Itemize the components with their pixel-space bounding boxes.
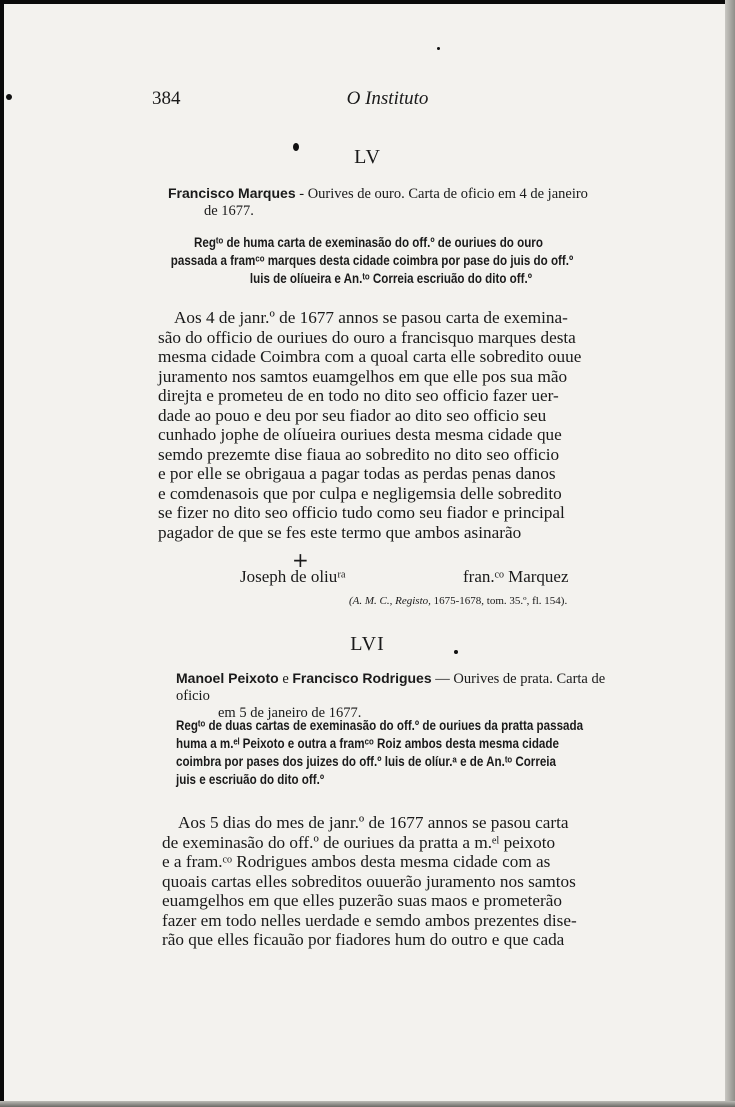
entry-summary-lv [168,185,630,220]
text-line: semdo prezemte dise fiaua ao sobredito no dito seo officio [158,444,560,464]
register-line: Regᵗᵒ de duas cartas de exeminasão do off.º de ouriues da pratta passada [176,718,584,733]
text-line: são do officio de ouriues do ouro a francisquo marques desta [158,327,576,347]
signature-right: fran.ᶜᵒ Marquez [463,567,569,586]
text-line: juramento nos samtos euamgelhos em que elle pos sua mão [158,366,568,386]
text-line: cunhado jophe de olíueira ouriues desta mesma cidade que [158,425,562,444]
text-line: e comdenasois que por culpa e negligemsia delle sobredito [158,483,562,503]
register-line: coimbra por pases dos juizes do off.º luis de olíur.ᵃ e de An.ᵗᵒ Correia [176,754,556,769]
entry-conjunction: e [278,671,293,687]
text-line: rão que elles ficauão por fiadores hum do outro e que cada [162,930,565,949]
text-line: Aos 4 de janr.º de 1677 annos se pasou carta de exemina- [174,308,568,327]
archive-citation: (A. M. C., Registo, 1675-1678, tom. 35.º, fl. 154). [349,595,568,607]
text-line: pagador de que se fes este termo que ambos asinarão [158,522,522,542]
cross-mark: + [292,548,309,572]
register-line: passada a framᶜᵒ marques desta cidade coimbra por pase do juis do off.º [170,253,574,268]
text-line: e por elle se obrigaua a pagar todas as perdas penas danos [158,464,556,483]
signature-left: Joseph de oliuʳᵃ [240,567,346,586]
transcription-body-lv [158,308,626,542]
text-line: mesma cidade Coimbra com a quoal carta elle sobredito ouue [158,347,582,366]
register-line: juis e escriuão do dito off.º [176,772,325,787]
transcription-body-lvi [162,813,630,950]
register-note-lvi [176,717,583,789]
text-line: euamgelhos em que elles puzerão suas maos e prometerão [162,891,562,910]
ink-speck [437,47,440,50]
page-number: 384 [152,88,181,109]
text-line: fazer em todo nelles uerdade e semdo ambos prezentes dise- [162,910,577,930]
register-line: huma a m.ᵉˡ Peixoto e outra a framᶜᵒ Roiz ambos desta mesma cidade [176,736,559,751]
text-line: e a fram.ᶜᵒ Rodrigues ambos desta mesma cidade com as [162,852,551,871]
register-line: Regᵗᵒ de huma carta de exeminasão do off.º de ouriues do ouro [194,235,543,250]
entry-name: Manoel Peixoto [176,670,279,686]
entry-name: Francisco Marques [168,185,296,201]
register-note-lv [170,234,574,288]
section-heading-lvi: LVI [350,633,385,655]
register-line: luis de olíueira e An.ᵗᵒ Correia escriuão do dito off.º [249,271,532,286]
text-line: direjta e prometeu de en todo no dito seo officio fazer uer- [158,386,559,405]
citation-source: A. M. C., Registo, [352,595,431,607]
entry-name-2: Francisco Rodrigues [292,670,432,686]
entry-description-cont: em 5 de janeiro de 1677. [218,705,362,721]
text-line: se fizer no dito seo officio tudo como seu fiador e principal [158,503,565,522]
page-header [0,88,735,112]
entry-description: — Ourives de prata. Carta de oficio [176,671,606,704]
text-line: quoais cartas elles sobreditos ouuerão juramento nos samtos [162,871,576,891]
running-title: O Instituto [346,88,429,109]
text-line: dade ao pouo e deu por seu fiador ao dito seo officio seu [158,405,547,425]
entry-description-cont: de 1677. [204,203,254,219]
text-line: Aos 5 dias do mes de janr.º de 1677 annos se pasou carta [178,813,569,832]
entry-summary-lvi [176,670,632,722]
scan-edge-bottom [0,1101,735,1107]
text-line: de exeminasão do off.º de ouriues da pratta a m.ᵉˡ peixoto [162,832,556,852]
citation-reference: 1675-1678, tom. 35.º, fl. 154). [430,595,568,607]
section-heading-lv: LV [354,146,381,168]
entry-description: - Ourives de ouro. Carta de oficio em 4 de janeiro [295,186,588,202]
